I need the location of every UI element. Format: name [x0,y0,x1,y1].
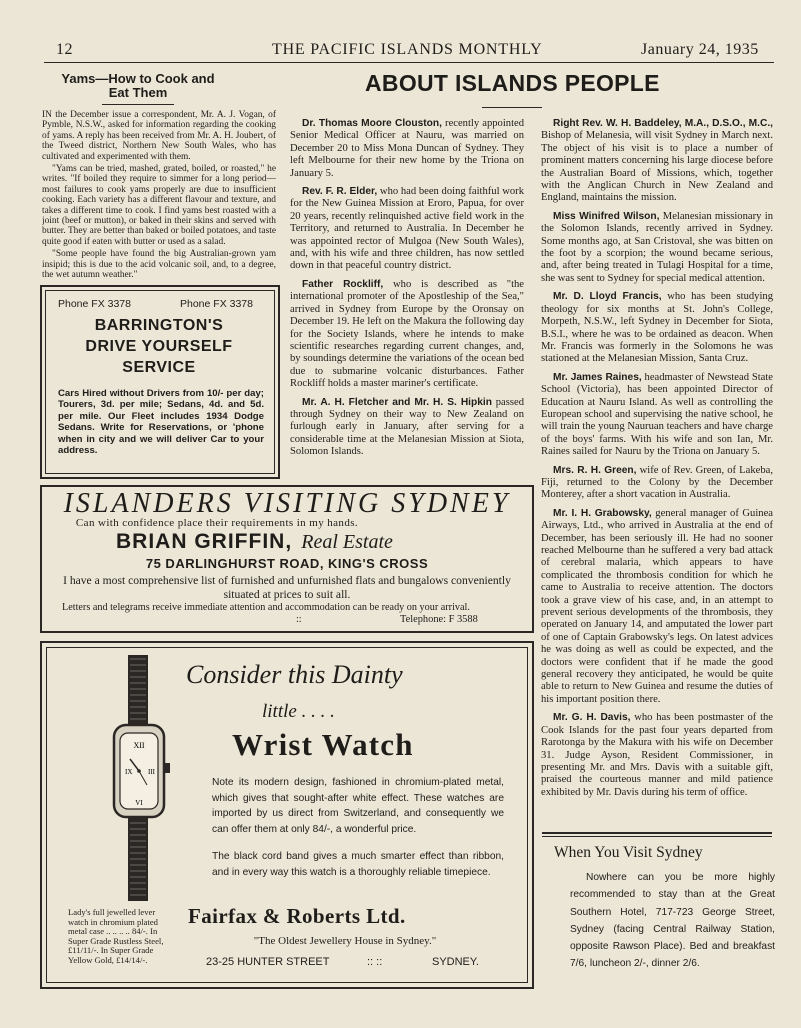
fairfax-separator: :: :: [367,956,383,968]
item-name: Miss Winifred Wilson, [553,210,660,222]
barrington-name-2: DRIVE YOURSELF [85,338,233,355]
page-number: 12 [56,41,73,58]
watch-band-lower [128,817,148,901]
middle-column [290,118,524,484]
item-elder: Rev. F. R. Elder, who had been doing faithful work for the New Guinea Mission at Eroro, Papua, for over 20 years, recently relinquished active field work in the Territory, and returned to Australia. In December he was appointed rector of Mulgoa (New South Wales), and, with his wife and three children, has now settled down in that peaceful country district. [290,186,524,272]
item-grabowsky: Mr. I. H. Grabowsky, general manager of Guinea Airways, Ltd., who arrived in Australia at the end of December, has been seriously ill. He had no sooner reached Melbourne than he suffered a very bad attack of cerebral malaria, which appears to have complicated the thrombosis condition for which he came to Australia to receive attention. The doctors took a grave view of his case, and, in an attempt to prevent serious developments of the thrombosis, they operated on January 14, and amputated the lower part of one of Captain Grabowsky's legs. On latest advices he was doing as well as could be expected, and the doctors were confident that if he made the good general recovery they anticipated, he would be quite able to return to New Guinea and resume the duties of his important position there. [541,507,773,705]
item-raines: Mr. James Raines, headmaster of Newstead State School (Victoria), has been appointed Director of Education at Nauru Island. As well as controlling the European school and supervising the native school, he will train the young Nauruan teachers and have charge of the boys' farms. With his wife and son Ian, Mr. Raines sailed for Nauru by the Triona on January 5. [541,371,773,458]
item-name: Dr. Thomas Moore Clouston, [302,118,442,129]
right-column [541,118,773,830]
item-name: Mr. A. H. Fletcher and Mr. H. S. Hipkin [302,396,492,408]
svg-text:VI: VI [135,799,143,807]
barrington-phone-left: Phone FX 3378 [58,298,131,310]
fairfax-brand: Fairfax & Roberts Ltd. [188,904,406,928]
griffin-footer-text: Letters and telegrams receive immediate attention and accommodation can be ready on your arrival. [62,602,470,613]
yams-paragraph-1: IN the December issue a correspondent, Mr. A. J. Vogan, of Pymble, N.S.W., asked for information regarding the cooking of yams. A reply has been received from Mr. A. H. Joubert, of the Tweed district, Northern New South Wales, who has cultivated and experimented with them. [42,110,276,162]
griffin-body: I have a most comprehensive list of furnished and unfurnished flats and bungalows conveniently situated at prices to suit all. [63,574,511,601]
fairfax-street: 23-25 HUNTER STREET [206,956,330,968]
svg-text:III: III [148,768,155,776]
item-name: Rev. F. R. Elder, [302,186,378,198]
griffin-footer-sep: :: [296,614,302,625]
barrington-name-3: SERVICE [122,359,196,376]
visit-top-rule [542,832,772,834]
header-rule [44,62,774,63]
griffin-footer [62,602,512,614]
item-wilson: Miss Winifred Wilson, Melanesian missionary in the Solomon Islands, recently arrived in Sydney. Some months ago, at San Cristoval, she was bitten on the foot by a scorpion; the wound became serious, and, after being treated in Tulagi Hospital for a time, she was sent to Sydney for special medical attention. [541,210,773,284]
griffin-name: BRIAN GRIFFIN, [116,530,293,553]
griffin-headline: ISLANDERS VISITING SYDNEY [63,488,511,519]
visit-title: When You Visit Sydney [554,844,703,861]
watch-headline-2: little . . . . [262,701,335,722]
item-name: Mr. D. Lloyd Francis, [553,291,662,303]
watch-caption: Lady's full jewelled lever watch in chromium plated metal case .. .. .. .. 84/-. In Super Grade Rustless Steel, £11/11/-. In Super Grade Yellow Gold, £14/14/-. [68,907,164,965]
publication-title: THE PACIFIC ISLANDS MONTHLY [272,41,543,58]
fairfax-city: SYDNEY. [432,956,479,968]
item-francis: Mr. D. Lloyd Francis, who has been studying theology for six months at St. John's College, Morpeth, N.S.W., left Sydney in December for Siota, B.S.I., where he was to be ordained as deacon. When Mr. Francis was formerly in the Solomons he was stationed at the Melanesian Mission, Santa Cruz. [541,291,773,365]
barrington-name-1: BARRINGTON'S [94,317,224,334]
item-name: Mrs. R. H. Green, [553,464,637,476]
griffin-address: 75 DARLINGHURST ROAD, KING'S CROSS [145,556,429,571]
watch-headline-1: Consider this Dainty [186,660,403,689]
griffin-telephone: Telephone: F 3588 [400,614,478,625]
item-name: Mr. James Raines, [553,371,642,383]
barrington-phone-right: Phone FX 3378 [180,298,253,310]
griffin-subline: Can with confidence place their requirements in my hands. [75,517,359,529]
watch-band-upper [128,655,148,725]
item-fletcher-hipkin: Mr. A. H. Fletcher and Mr. H. S. Hipkin passed through Sydney on their way to New Zealand on furlough early in January, after serving for a considerable time at the Melanesian Mission at Siota, Solomon Islands. [290,396,524,458]
watch-description-2: The black cord band gives a much smarter effect than ribbon, and in every way this watch is a thoroughly reliable timepiece. [212,851,504,878]
yams-title: Yams—How to Cook and Eat Them [61,71,215,100]
issue-date: January 24, 1935 [641,41,759,58]
visit-body: Nowhere can you be more highly recommended to stay than at the Great Southern Hotel, 717-723 George Street, Sydney (facing Central Railway Station, opposite Rawson Place). Bed and breakfast 7/6, luncheon 2/-, dinner 2/6. [570,872,775,970]
item-name: Father Rockliff, [302,278,384,290]
fairfax-tagline: "The Oldest Jewellery House in Sydney." [253,935,437,947]
watch-case [114,725,170,817]
svg-text:IX: IX [125,768,133,776]
about-title-rule [482,107,542,108]
item-rockliff: Father Rockliff, who is described as "the international promoter of the Apostleship of the Sea," arrived in Sydney from Europe by the Oronsay on December 19. He left on the Makura the following day for the Society Islands, where he intends to make scientific researches regarding current changes, and, by soundings determine the variations of the ocean bed due to submarine volcanic disturbances. Father Rockliff holds a master mariner's certificate. [290,278,524,390]
wrist-watch-illustration [100,655,178,905]
griffin-name-line [116,530,393,554]
barrington-body: Cars Hired without Drivers from 10/- per day; Tourers, 3d. per mile; Sedans, 4d. and 5d. per mile. Our Fleet includes 1934 Dodge Sedans. Write for Reservations, or 'phone when in city and we will deliver Car to your address. [58,388,264,457]
yams-paragraph-3: "Some people have found the big Australian-grown yam insipid; this is due to the acid volcanic soil, and, to a degree, the wet autumn weather." [42,249,276,280]
watch-headline-3: Wrist Watch [232,727,414,762]
griffin-real-estate: Real Estate [301,531,393,553]
yams-article [42,110,276,280]
yams-title-rule [102,104,174,105]
visit-top-rule-thin [542,836,772,837]
item-green: Mrs. R. H. Green, wife of Rev. Green, of Lakeba, Fiji, returned to the Colony by the December Monterey, after a short vacation in Australia. [541,464,773,501]
item-davis: Mr. G. H. Davis, who has been postmaster of the Cook Islands for the past four years departed from Rarotonga by the Makura with his wife on December 31. Judge Ayson, Resident Commissioner, in presenting Mr. and Mrs. Davis with a suitable gift, praised the courteous manner and mild patience exhibited by Mr. Davis during his term of office. [541,712,773,798]
item-name: Right Rev. W. H. Baddeley, M.A., D.S.O., M.C., [553,118,773,129]
item-clouston: Dr. Thomas Moore Clouston, recently appointed Senior Medical Officer at Nauru, was married on December 20 to Miss Mona Duncan of Sydney. They left Melbourne for their new home by the Triona on January 5. [290,118,524,179]
item-name: Mr. I. H. Grabowsky, [553,507,652,519]
item-name: Mr. G. H. Davis, [553,712,631,724]
item-baddeley: Right Rev. W. H. Baddeley, M.A., D.S.O., M.C., Bishop of Melanesia, will visit Sydney in March next. The object of his visit is to place a number of prominent matters concerning his large diocese before the Australian Board of Missions, which, together with the Anglican Church in New Zealand and England, maintains the mission. [541,118,773,204]
yams-paragraph-2: "Yams can be tried, mashed, grated, boiled, or roasted," he writes. "If boiled they require to simmer for a long period—most failures to cook yams properly are due to insufficient cooking. Each variety has a different flavour and texture, and takes a different time to cook. I find yams best roasted with a joint (beef or mutton), or baked in their skins and served with butter. They are better than baked or boiled potatoes, and taste quite good if eaten with butter or used as a salad. [42,164,276,247]
watch-description-1: Note its modern design, fashioned in chromium-plated metal, which gives that sought-after white effect. These watches are imported by us direct from Switzerland, and consequently we can offer them at only 84/-, a wonderful price. [212,777,504,835]
about-title: ABOUT ISLANDS PEOPLE [365,70,660,96]
svg-text:XII: XII [133,741,145,750]
